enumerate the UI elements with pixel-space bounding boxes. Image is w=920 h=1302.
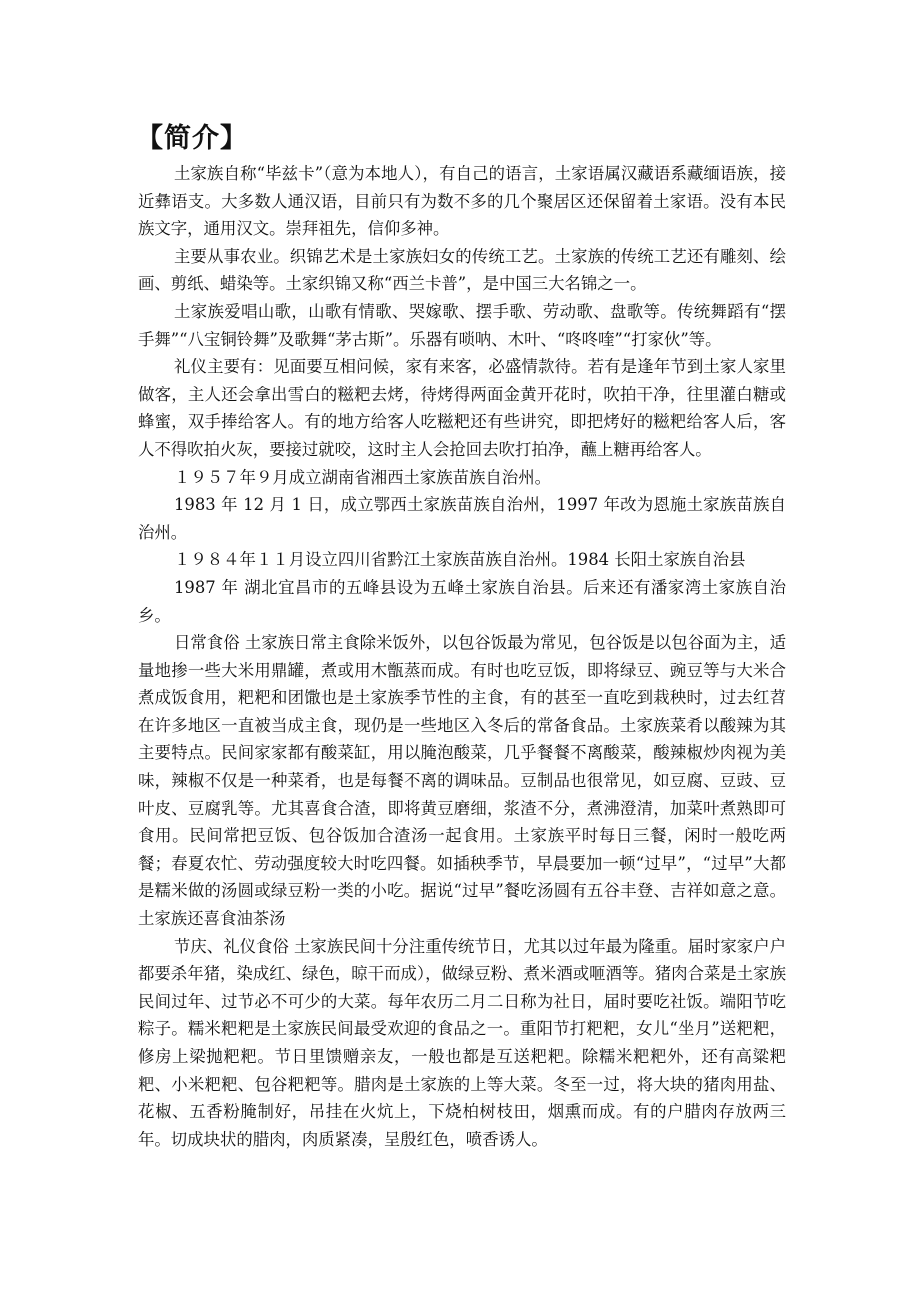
paragraph-intro: 土家族自称“毕兹卡”（意为本地人），有自己的语言，土家语属汉藏语系藏缅语族，接近彝语支。大多数人通汉语，目前只有为数不多的几个聚居区还保留着土家语。没有本民族文字，通用汉文。崇拜祖先，信仰多神。: [138, 164, 786, 239]
document-body: [138, 160, 786, 1153]
paragraph-1987: 1987 年 湖北宜昌市的五峰县设为五峰土家族自治县。后来还有潘家湾土家族自治乡。: [138, 577, 786, 625]
paragraph-etiquette: 礼仪主要有：见面要互相问候，家有来客，必盛情款待。若有是逢年节到土家人家里做客，主人还会拿出雪白的糍粑去烤，待烤得两面金黄开花时，吹拍干净，往里灌白糖或蜂蜜，双手捧给客人。有的地方给客人吃糍粑还有些讲究，即把烤好的糍粑给客人后，客人不得吹拍火灰，要接过就咬，这时主人会抢回去吹打拍净，蘸上糖再给客人。: [138, 357, 786, 459]
paragraph-music-dance: 土家族爱唱山歌，山歌有情歌、哭嫁歌、摆手歌、劳动歌、盘歌等。传统舞蹈有“摆手舞”“八宝铜铃舞”及歌舞“茅古斯”。乐器有唢呐、木叶、“咚咚喹”“打家伙”等。: [138, 301, 786, 349]
paragraph-1957: １９５７年９月成立湖南省湘西土家族苗族自治州。: [174, 467, 551, 487]
paragraph-1984: １９８４年１１月设立四川省黔江土家族苗族自治州。1984 长阳土家族自治县: [174, 550, 746, 570]
paragraph-daily-food: 日常食俗 土家族日常主食除米饭外，以包谷饭最为常见，包谷饭是以包谷面为主，适量地掺一些大米用鼎罐，煮或用木甑蒸而成。有时也吃豆饭，即将绿豆、豌豆等与大米合煮成饭食用，粑粑和团馓也是土家族季节性的主食，有的甚至一直吃到栽秧时，过去红苕在许多地区一直被当成主食，现仍是一些地区入冬后的常备食品。土家族菜肴以酸辣为其主要特点。民间家家都有酸菜缸，用以腌泡酸菜，几乎餐餐不离酸菜，酸辣椒炒肉视为美味，辣椒不仅是一种菜肴，也是每餐不离的调味品。豆制品也很常见，如豆腐、豆豉、豆叶皮、豆腐乳等。尤其喜食合渣，即将黄豆磨细，浆渣不分，煮沸澄清，加菜叶煮熟即可食用。民间常把豆饭、包谷饭加合渣汤一起食用。土家族平时每日三餐，闲时一般吃两餐；春夏农忙、劳动强度较大时吃四餐。如插秧季节，早晨要加一顿“过早”，“过早”大都是糯米做的汤圆或绿豆粉一类的小吃。据说“过早”餐吃汤圆有五谷丰登、吉祥如意之意。土家族还喜食油茶汤: [138, 633, 786, 929]
paragraph-festival-food: 节庆、礼仪食俗 土家族民间十分注重传统节日，尤其以过年最为隆重。届时家家户户都要杀年猪，染成红、绿色，晾干而成），做绿豆粉、煮米酒或咂酒等。猪肉合菜是土家族民间过年、过节必不可少的大菜。每年农历二月二日称为社日，届时要吃社饭。端阳节吃粽子。糯米粑粑是土家族民间最受欢迎的食品之一。重阳节打粑粑，女儿“坐月”送粑粑，修房上梁抛粑粑。节日里馈赠亲友，一般也都是互送粑粑。除糯米粑粑外，还有高粱粑粑、小米粑粑、包谷粑粑等。腊肉是土家族的上等大菜。冬至一过，将大块的猪肉用盐、花椒、五香粉腌制好，吊挂在火炕上，下烧柏树枝田，烟熏而成。有的户腊肉存放两三年。切成块状的腊肉，肉质紧凑，呈殷红色，喷香诱人。: [138, 936, 786, 1149]
paragraph-agriculture: 主要从事农业。织锦艺术是土家族妇女的传统工艺。土家族的传统工艺还有雕刻、绘画、剪纸、蜡染等。土家织锦又称“西兰卡普”，是中国三大名锦之一。: [138, 246, 786, 294]
section-title: 【简介】: [136, 123, 248, 154]
paragraph-1983: 1983 年 12 月 1 日，成立鄂西土家族苗族自治州，1997 年改为恩施土家族苗族自治州。: [138, 495, 786, 542]
